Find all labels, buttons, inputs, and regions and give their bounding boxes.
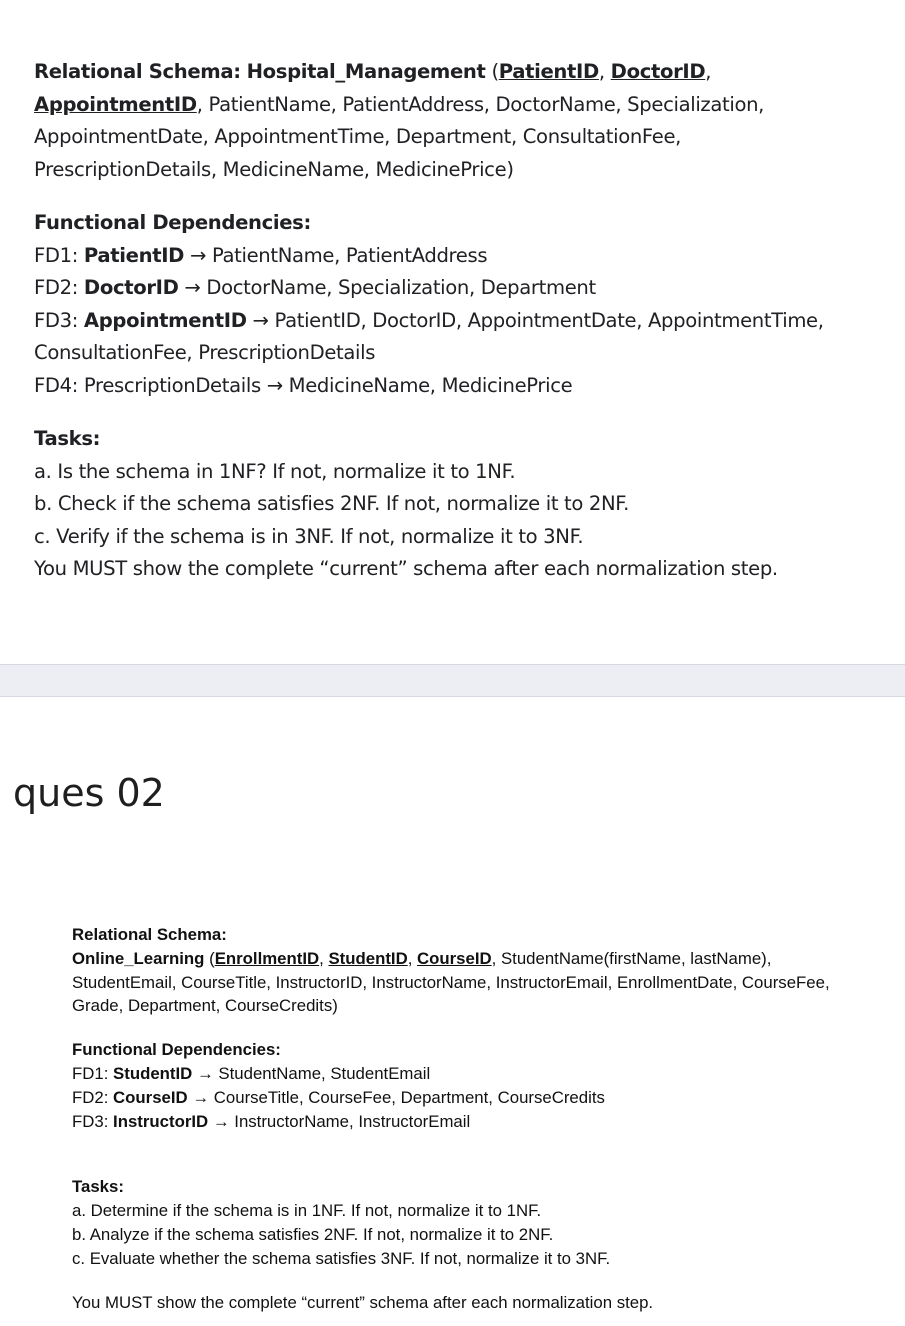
q1-relation-name: Hospital_Management xyxy=(246,60,486,83)
arrow-icon: → xyxy=(189,243,207,267)
q1-attributes: PatientName, PatientAddress, DoctorName, Specialization, AppointmentDate, AppointmentTime, Department, ConsultationFee, PrescriptionDetails, MedicineName, MedicinePrice xyxy=(34,92,765,181)
fd-rhs: PatientName, PatientAddress xyxy=(211,243,488,267)
fd-rhs: CourseTitle, CourseFee, Department, CourseCredits xyxy=(213,1087,605,1107)
q1-fd3 xyxy=(34,305,824,370)
fd-rhs: InstructorName, InstructorEmail xyxy=(234,1111,471,1131)
fd-lhs: StudentID xyxy=(113,1063,193,1083)
q1-key-appointmentid: AppointmentID xyxy=(34,92,197,116)
q2-fd3 xyxy=(72,1110,862,1134)
fd-lhs: InstructorID xyxy=(113,1111,209,1131)
fd-rhs: DoctorName, Specialization, Department xyxy=(206,276,596,299)
fd-label: FD3: xyxy=(72,1111,109,1131)
arrow-icon: → xyxy=(184,276,201,299)
q2-key-courseid: CourseID xyxy=(417,948,492,968)
q2-key-studentid: StudentID xyxy=(328,948,408,968)
q1-fd-heading-text: Functional Dependencies: xyxy=(34,211,311,234)
q1-tasks-heading-text: Tasks: xyxy=(34,427,101,450)
q1-tasks-heading xyxy=(34,423,824,456)
q2-title: ques 02 xyxy=(13,771,165,815)
q1-fd-heading xyxy=(34,207,824,240)
fd-lhs: AppointmentID xyxy=(83,308,247,332)
fd-lhs: DoctorID xyxy=(83,276,179,299)
q1-fd4 xyxy=(34,370,824,403)
q2-schema-label-text: Relational Schema: xyxy=(72,925,227,944)
q2-task-c: c. Evaluate whether the schema satisfies 3NF. If not, normalize it to 3NF. xyxy=(72,1248,611,1268)
fd-rhs: PatientID, DoctorID, AppointmentDate, AppointmentTime, ConsultationFee, PrescriptionDetails xyxy=(34,308,824,364)
q2-task-a: a. Determine if the schema is in 1NF. If not, normalize it to 1NF. xyxy=(72,1201,542,1221)
q2-relation-name: Online_Learning xyxy=(72,948,205,968)
arrow-icon: → xyxy=(252,308,269,332)
question-2 xyxy=(72,923,862,1314)
q2-schema-label xyxy=(72,923,862,947)
arrow-icon: → xyxy=(196,1063,214,1083)
fd-label: FD2: xyxy=(72,1087,109,1107)
q2-key-enrollmentid: EnrollmentID xyxy=(214,948,320,968)
q1-task-c: c. Verify if the schema is in 3NF. If not, normalize it to 3NF. xyxy=(34,524,584,548)
q2-must-note: You MUST show the complete “current” schema after each normalization step. xyxy=(72,1292,654,1312)
q2-task-b: b. Analyze if the schema satisfies 2NF. If not, normalize it to 2NF. xyxy=(72,1224,554,1244)
question-1 xyxy=(34,56,824,586)
q2-fd2 xyxy=(72,1086,862,1110)
fd-lhs: CourseID xyxy=(113,1087,188,1107)
q1-task-b: b. Check if the schema satisfies 2NF. If not, normalize it to 2NF. xyxy=(34,492,629,515)
fd-label: FD1: xyxy=(34,243,79,267)
q2-attributes: StudentName(firstName, lastName), StudentEmail, CourseTitle, InstructorID, InstructorName, InstructorEmail, EnrollmentDate, CourseFee, Grade, Department, CourseCredits xyxy=(72,948,830,1016)
q2-schema: Online_Learning (EnrollmentID, StudentID, CourseID, StudentName(firstName, lastName), StudentEmail, CourseTitle, InstructorID, InstructorName, InstructorEmail, EnrollmentDate, CourseFee, Grade, Department, CourseCredits) xyxy=(72,948,830,1016)
fd-label: FD3: xyxy=(34,308,79,332)
q1-task-a: a. Is the schema in 1NF? If not, normalize it to 1NF. xyxy=(34,459,516,483)
fd-rhs: StudentName, StudentEmail xyxy=(218,1063,431,1083)
q2-fd1 xyxy=(72,1062,862,1086)
q2-fd-heading-text: Functional Dependencies: xyxy=(72,1040,281,1060)
q1-fd1 xyxy=(34,240,824,273)
fd-lhs: PatientID xyxy=(83,243,185,267)
q1-key-doctorid: DoctorID xyxy=(610,60,706,83)
fd-label: FD2: xyxy=(34,276,79,299)
arrow-icon: → xyxy=(266,373,283,397)
fd-lhs: PrescriptionDetails xyxy=(83,373,261,397)
q1-fd2 xyxy=(34,272,824,305)
fd-label: FD4: xyxy=(34,373,79,397)
arrow-icon: → xyxy=(212,1111,230,1131)
q2-fd-heading xyxy=(72,1038,862,1062)
q1-schema-label: Relational Schema: xyxy=(34,60,241,83)
arrow-icon: → xyxy=(192,1087,210,1107)
q1-key-patientid: PatientID xyxy=(498,60,599,83)
q2-tasks-heading-text: Tasks: xyxy=(72,1177,124,1197)
q1-schema: Relational Schema: Hospital_Management (PatientID, DoctorID, AppointmentID, PatientName, PatientAddress, DoctorName, Specialization, AppointmentDate, AppointmentTime, Department, ConsultationFee, PrescriptionDetails, MedicineName, MedicinePrice) xyxy=(34,60,765,181)
section-divider xyxy=(0,664,905,697)
q2-tasks-heading xyxy=(72,1175,862,1199)
q1-must-note: You MUST show the complete “current” schema after each normalization step. xyxy=(34,557,778,580)
fd-rhs: MedicineName, MedicinePrice xyxy=(288,373,573,397)
fd-label: FD1: xyxy=(72,1063,109,1083)
